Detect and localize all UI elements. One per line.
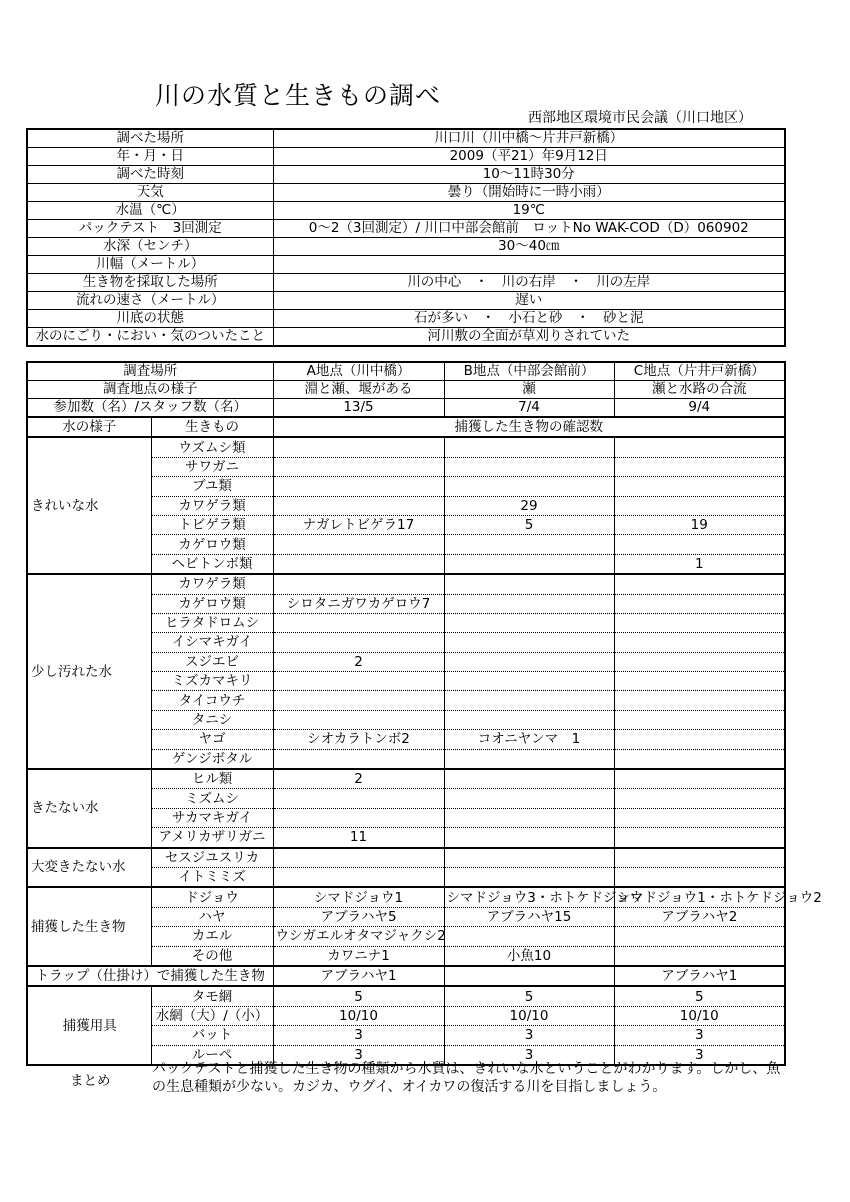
info-label: 年・月・日 <box>27 148 273 166</box>
info-value: 10～11時30分 <box>273 166 785 184</box>
page-title: 川の水質と生きもの調べ <box>155 81 442 110</box>
gear-site-c: 5 <box>614 986 785 1006</box>
count-site-c <box>614 769 785 789</box>
creature-name: ウズムシ類 <box>151 437 273 457</box>
gear-name: 水網（大）/（小） <box>151 1006 273 1025</box>
gear-site-a: 10/10 <box>273 1006 444 1025</box>
count-site-b <box>444 927 614 946</box>
count-site-b <box>444 828 614 848</box>
count-site-a <box>273 710 444 729</box>
info-value: 石が多い ・ 小石と砂 ・ 砂と泥 <box>273 310 785 328</box>
count-site-c <box>614 535 785 554</box>
info-value: 30～40㎝ <box>273 238 785 256</box>
count-site-a: ナガレトビゲラ17 <box>273 515 444 534</box>
count-site-c <box>614 652 785 671</box>
count-site-a <box>273 437 444 457</box>
count-site-c <box>614 789 785 808</box>
count-site-b <box>444 808 614 827</box>
count-site-a <box>273 691 444 710</box>
count-site-b <box>444 437 614 457</box>
count-site-b <box>444 789 614 808</box>
summary-text: パックテストと捕獲した生き物の種類から水質は、きれいな水ということがわかります。しかし、魚の生息種類が少ない。カジカ、ウグイ、オイカワの復活する川を目指しましょう。 <box>152 1061 781 1095</box>
count-site-a <box>273 867 444 887</box>
count-site-b <box>444 554 614 574</box>
count-site-a <box>273 672 444 691</box>
info-row <box>27 148 785 166</box>
count-site-a <box>273 457 444 476</box>
trap-site-a: アブラハヤ1 <box>273 966 444 986</box>
count-site-c: 1 <box>614 554 785 574</box>
count-site-c <box>614 730 785 749</box>
count-site-a: 2 <box>273 769 444 789</box>
info-label: 天気 <box>27 184 273 202</box>
site-c-condition: 瀬と水路の合流 <box>614 381 785 399</box>
count-site-a <box>273 574 444 594</box>
info-value: 河川敷の全面が草刈りされていた <box>273 328 785 347</box>
count-site-b: シマドジョウ3・ホトケドジョウ <box>444 887 614 907</box>
count-site-a: 2 <box>273 652 444 671</box>
col-creature-header: 生きもの <box>151 417 273 437</box>
count-site-a: シオカラトンボ2 <box>273 730 444 749</box>
creature-name: ハヤ <box>151 907 273 926</box>
creatures-table <box>26 416 822 1066</box>
info-label: 生き物を採取した場所 <box>27 274 273 292</box>
info-row <box>27 238 785 256</box>
water-category: きれいな水 <box>27 437 151 574</box>
info-label: 水のにごり・におい・気のついたこと <box>27 328 273 347</box>
count-site-b: 5 <box>444 515 614 534</box>
info-value <box>273 256 785 274</box>
info-label: 流れの速さ（メートル） <box>27 292 273 310</box>
count-site-a <box>273 848 444 868</box>
creature-name: アメリカザリガニ <box>151 828 273 848</box>
count-site-b <box>444 535 614 554</box>
count-site-c <box>614 691 785 710</box>
count-site-a: カワニナ1 <box>273 946 444 966</box>
trap-site-b <box>444 966 614 986</box>
trap-label: トラップ（仕掛け）で捕獲した生き物 <box>27 966 273 986</box>
creature-name: ヘビトンボ類 <box>151 554 273 574</box>
count-site-a: シロタニガワカゲロウ7 <box>273 594 444 613</box>
info-row <box>27 129 785 148</box>
info-label: パックテスト 3回測定 <box>27 220 273 238</box>
count-site-c <box>614 613 785 632</box>
count-site-c <box>614 672 785 691</box>
trap-row <box>27 966 785 986</box>
count-site-a <box>273 613 444 632</box>
creature-row <box>27 574 785 594</box>
creature-name: ミズムシ <box>151 789 273 808</box>
count-site-a <box>273 633 444 652</box>
gear-site-c: 3 <box>614 1045 785 1065</box>
count-site-b <box>444 867 614 887</box>
gear-name: タモ網 <box>151 986 273 1006</box>
info-value: 遅い <box>273 292 785 310</box>
count-site-b: アブラハヤ15 <box>444 907 614 926</box>
creature-name: セスジユスリカ <box>151 848 273 868</box>
creature-name: カワゲラ類 <box>151 496 273 515</box>
info-value: 川口川（川中橋～片井戸新橋） <box>273 129 785 148</box>
info-value: 19℃ <box>273 202 785 220</box>
count-site-a: ウシガエルオタマジャクシ2 <box>273 927 444 946</box>
creature-name: その他 <box>151 946 273 966</box>
info-table <box>26 128 786 347</box>
info-label: 川底の状態 <box>27 310 273 328</box>
gear-site-b: 5 <box>444 986 614 1006</box>
count-site-b <box>444 848 614 868</box>
count-site-b: 小魚10 <box>444 946 614 966</box>
count-site-c <box>614 848 785 868</box>
site-b-participants: 7/4 <box>444 399 614 418</box>
info-value: 川の中心 ・ 川の右岸 ・ 川の左岸 <box>273 274 785 292</box>
water-category: 捕獲した生き物 <box>27 887 151 966</box>
count-site-b <box>444 594 614 613</box>
creature-name: ヒル類 <box>151 769 273 789</box>
creature-name: サワガニ <box>151 457 273 476</box>
organization: 西部地区環境市民会議（川口地区） <box>528 110 752 126</box>
gear-name: ルーペ <box>151 1045 273 1065</box>
creature-name: ヒラタドロムシ <box>151 613 273 632</box>
col-confirm-header: 捕獲した生き物の確認数 <box>273 417 785 437</box>
count-site-c <box>614 574 785 594</box>
creature-name: タイコウチ <box>151 691 273 710</box>
count-site-b: コオニヤンマ 1 <box>444 730 614 749</box>
creature-name: ミズカマキリ <box>151 672 273 691</box>
gear-name: バット <box>151 1026 273 1045</box>
count-site-b <box>444 613 614 632</box>
info-row <box>27 256 785 274</box>
count-site-c <box>614 477 785 496</box>
creature-name: カワゲラ類 <box>151 574 273 594</box>
creature-name: イシマキガイ <box>151 633 273 652</box>
count-site-c: アブラハヤ2 <box>614 907 785 926</box>
site-b-name: B地点（中部会館前） <box>444 362 614 381</box>
count-site-b <box>444 672 614 691</box>
gear-site-b: 10/10 <box>444 1006 614 1025</box>
creature-name: スジエビ <box>151 652 273 671</box>
count-site-b <box>444 710 614 729</box>
info-row <box>27 184 785 202</box>
count-site-b <box>444 633 614 652</box>
count-site-b <box>444 477 614 496</box>
info-row <box>27 292 785 310</box>
count-site-c: 19 <box>614 515 785 534</box>
info-row <box>27 274 785 292</box>
creature-row <box>27 887 785 907</box>
gear-site-a: 5 <box>273 986 444 1006</box>
info-label: 水温（℃） <box>27 202 273 220</box>
site-a-condition: 淵と瀬、堰がある <box>273 381 444 399</box>
creature-name: ドジョウ <box>151 887 273 907</box>
gear-site-c: 10/10 <box>614 1006 785 1025</box>
count-site-c <box>614 437 785 457</box>
creature-name: タニシ <box>151 710 273 729</box>
count-site-a <box>273 808 444 827</box>
gear-site-b: 3 <box>444 1026 614 1045</box>
water-category: 少し汚れた水 <box>27 574 151 769</box>
info-label: 調べた時刻 <box>27 166 273 184</box>
sites-header-label: 調査場所 <box>27 362 273 381</box>
info-row <box>27 310 785 328</box>
gear-site-a: 3 <box>273 1026 444 1045</box>
creature-name: ゲンジボタル <box>151 749 273 769</box>
count-site-c <box>614 808 785 827</box>
site-c-name: C地点（片井戸新橋） <box>614 362 785 381</box>
info-row <box>27 166 785 184</box>
creature-name: トビゲラ類 <box>151 515 273 534</box>
gear-row <box>27 986 785 1006</box>
count-site-b <box>444 769 614 789</box>
creature-row <box>27 437 785 457</box>
creature-name: カエル <box>151 927 273 946</box>
info-row <box>27 220 785 238</box>
count-site-c <box>614 633 785 652</box>
count-site-c <box>614 867 785 887</box>
sites-condition-label: 調査地点の様子 <box>27 381 273 399</box>
count-site-a <box>273 535 444 554</box>
count-site-c <box>614 828 785 848</box>
count-site-c <box>614 927 785 946</box>
count-site-b <box>444 652 614 671</box>
count-site-a <box>273 477 444 496</box>
count-site-c: シマドジョウ1・ホトケドジョウ2 <box>614 887 785 907</box>
creature-name: カゲロウ類 <box>151 594 273 613</box>
water-category: 大変きたない水 <box>27 848 151 888</box>
count-site-b <box>444 457 614 476</box>
water-category: きたない水 <box>27 769 151 848</box>
creature-row <box>27 848 785 868</box>
info-row <box>27 328 785 347</box>
info-value: 2009（平21）年9月12日 <box>273 148 785 166</box>
count-site-c <box>614 457 785 476</box>
creature-name: イトミミズ <box>151 867 273 887</box>
gear-site-c: 3 <box>614 1026 785 1045</box>
count-site-a: シマドジョウ1 <box>273 887 444 907</box>
info-label: 調べた場所 <box>27 129 273 148</box>
site-b-condition: 瀬 <box>444 381 614 399</box>
creature-row <box>27 769 785 789</box>
count-site-a <box>273 789 444 808</box>
count-site-b: 29 <box>444 496 614 515</box>
count-site-c <box>614 946 785 966</box>
info-value: 曇り（開始時に一時小雨） <box>273 184 785 202</box>
creature-name: ヤゴ <box>151 730 273 749</box>
count-site-b <box>444 691 614 710</box>
count-site-a: アブラハヤ5 <box>273 907 444 926</box>
sites-table <box>26 361 786 418</box>
count-site-a <box>273 749 444 769</box>
count-site-c <box>614 594 785 613</box>
count-site-a <box>273 496 444 515</box>
count-site-c <box>614 749 785 769</box>
site-a-participants: 13/5 <box>273 399 444 418</box>
site-a-name: A地点（川中橋） <box>273 362 444 381</box>
summary-label: まとめ <box>70 1073 111 1089</box>
creature-name: カゲロウ類 <box>151 535 273 554</box>
site-c-participants: 9/4 <box>614 399 785 418</box>
participants-label: 参加数（名）/スタッフ数（名） <box>27 399 273 418</box>
gear-site-b: 3 <box>444 1045 614 1065</box>
count-site-a: 11 <box>273 828 444 848</box>
creature-name: ブユ類 <box>151 477 273 496</box>
info-label: 水深（センチ） <box>27 238 273 256</box>
col-water-header: 水の様子 <box>27 417 151 437</box>
count-site-b <box>444 749 614 769</box>
info-label: 川幅（メートル） <box>27 256 273 274</box>
count-site-c <box>614 710 785 729</box>
gear-site-a: 3 <box>273 1045 444 1065</box>
gear-category: 捕獲用具 <box>27 986 151 1065</box>
creature-name: サカマキガイ <box>151 808 273 827</box>
info-value: 0～2（3回測定）/ 川口中部会館前 ロットNo WAK-COD（D）060902 <box>273 220 785 238</box>
trap-site-c: アブラハヤ1 <box>614 966 785 986</box>
count-site-a <box>273 554 444 574</box>
count-site-c <box>614 496 785 515</box>
count-site-b <box>444 574 614 594</box>
info-row <box>27 202 785 220</box>
